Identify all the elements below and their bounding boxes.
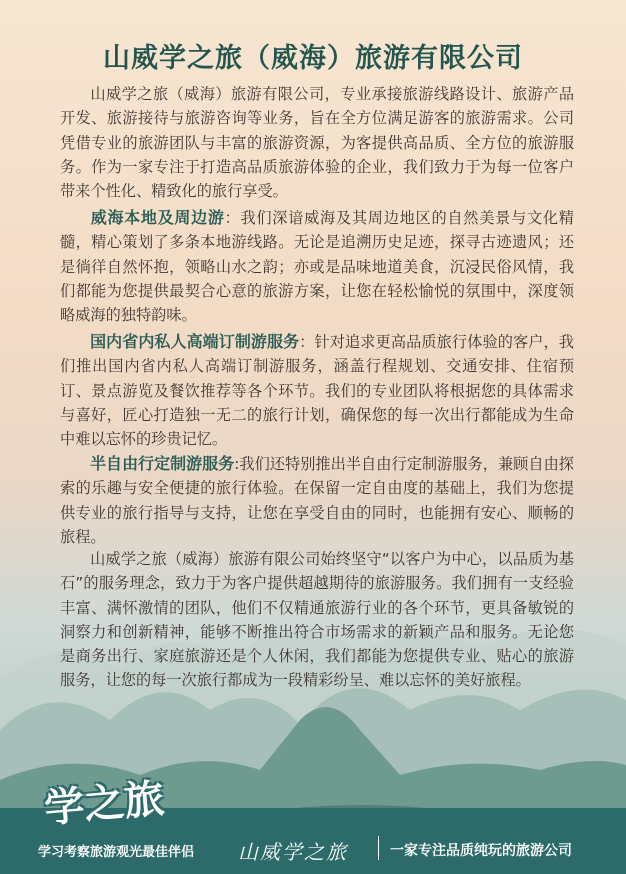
semi-free-tour-text: :我们还特别推出半自由行定制游服务，兼顾自由探索的乐趣与安全便捷的旅行体验。在保留一定自由度的基础上，我们为您提供专业的旅行指导与支持，让您在享受自由的同时，也能拥有安心、顺畅的旅程。 — [60, 455, 574, 546]
brand-name: 山威学之旅 — [238, 840, 348, 864]
local-tour-heading: 威海本地及周边游 — [90, 208, 225, 227]
private-tour-paragraph — [60, 330, 574, 451]
intro-text: 山威学之旅（威海）旅游有限公司，专业承接旅游线路设计、旅游产品开发、旅游接待与旅游咨询等业务，旨在全方位满足游客的旅游需求。公司凭借专业的旅游团队与丰富的旅游资源，为客提供高品质、全方位的旅游服务。作为一家专注于打造高品质旅游体验的企业，我们致力于为每一位客户带来个性化、精致化的旅行享受。 — [60, 85, 574, 201]
private-tour-heading: 国内省内私人高端订制游服务 — [90, 332, 300, 351]
semi-free-tour-paragraph — [60, 452, 574, 549]
closing-paragraph — [60, 547, 574, 693]
local-tour-text: ：我们深谙威海及其周边地区的自然美景与文化精髓，精心策划了多条本地游线路。无论是追溯历史足迹，探寻古迹遗风；还是徜徉自然怀抱，领略山水之韵；亦或是品味地道美食，沉浸民俗风情，我们都能为您提供最契合心意的旅游方案，让您在轻松愉悦的氛围中，深度领略威海的独特韵味。 — [60, 209, 574, 325]
private-tour-text: ：针对追求更高品质旅行体验的客户，我们推出国内省内私人高端订制游服务，涵盖行程规划、交通安排、住宿预订、景点游览及餐饮推荐等各个环节。我们的专业团队将根据您的具体需求与喜好，匠心打造独一无二的旅行计划，确保您的每一次出行都能成为生命中难以忘怀的珍贵记忆。 — [60, 333, 574, 449]
brand-logo: 学之旅 — [42, 774, 167, 833]
intro-paragraph — [60, 82, 574, 203]
local-tour-paragraph — [60, 206, 574, 327]
logo-tagline: 学习考察旅游观光最佳伴侣 — [38, 845, 195, 860]
footer-divider — [378, 836, 379, 860]
semi-free-tour-heading: 半自由行定制游服务 — [90, 454, 235, 473]
footer-slogan: 一家专注品质纯玩的旅游公司 — [390, 843, 572, 859]
closing-text: 山威学之旅（威海）旅游有限公司始终坚守“以客户为中心，以品质为基石”的服务理念，致力于为客户提供超越期待的旅游服务。我们拥有一支经验丰富、满怀激情的团队，他们不仅精通旅游行业的各个环节，更具备敏锐的洞察力和创新精神，能够不断推出符合市场需求的新颖产品和服务。无论您是商务出行、家庭旅游还是个人休闲，我们都能为您提供专业、贴心的旅游服务，让您的每一次旅行都成为一段精彩纷呈、难以忘怀的美好旅程。 — [60, 550, 574, 690]
page-title: 山威学之旅（威海）旅游有限公司 — [103, 43, 523, 74]
